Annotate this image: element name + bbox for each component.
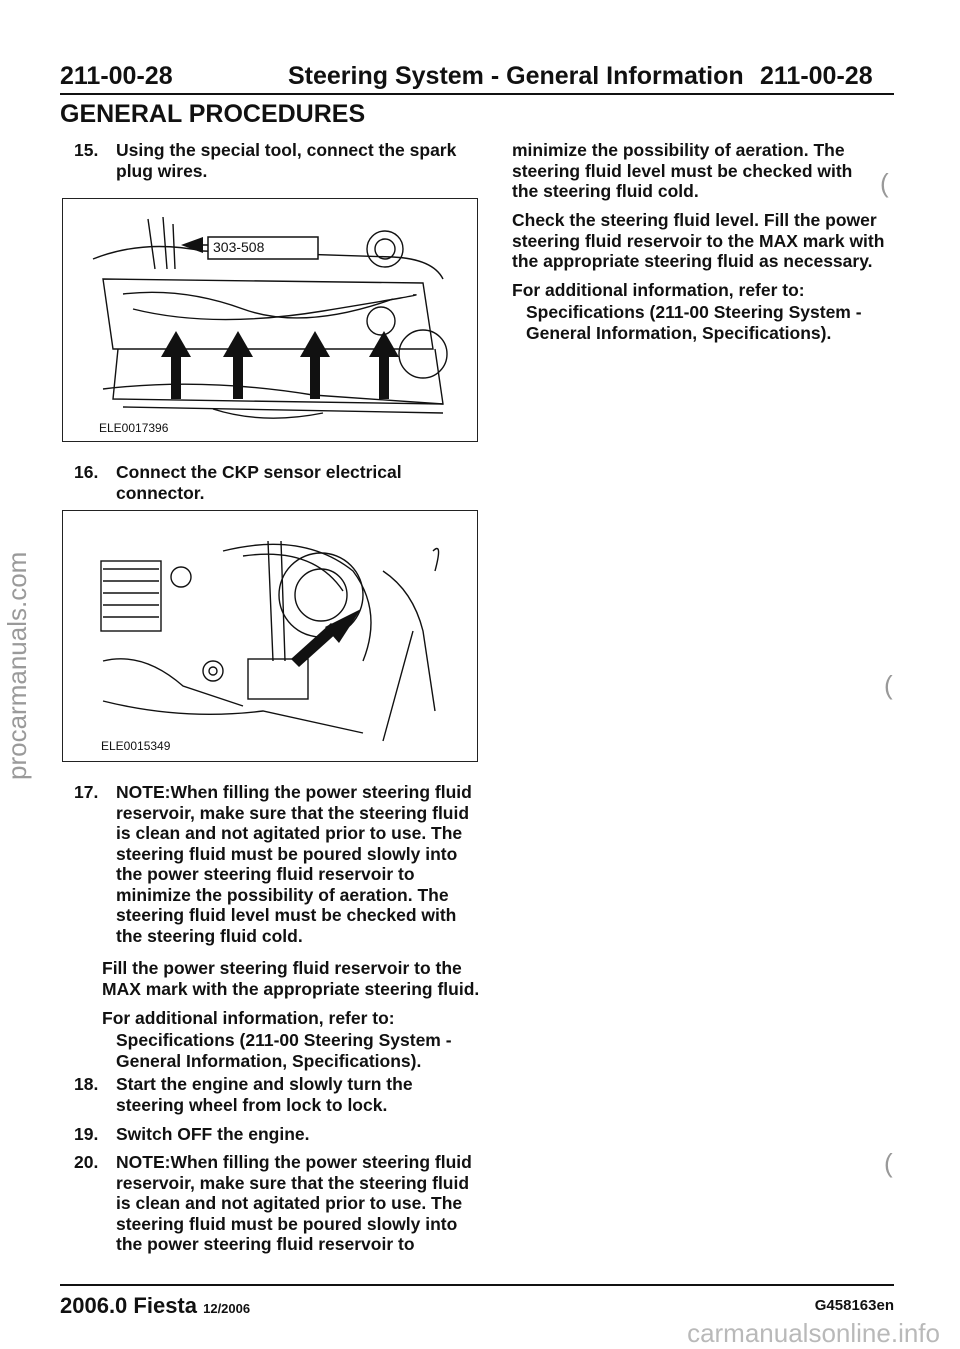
- continuation-line: steering fluid level must be checked with: [512, 160, 853, 181]
- step-number: 16.: [74, 462, 99, 482]
- continuation-line: the steering fluid cold.: [512, 181, 699, 201]
- step-text-line: connector.: [116, 482, 205, 503]
- spec-line[interactable]: General Information, Specifications).: [116, 1050, 422, 1071]
- step-text-line: NOTE:When filling the power steering fluid: [116, 782, 472, 802]
- spec-reference-link[interactable]: [116, 1030, 452, 1071]
- step-text-line: Connect the CKP sensor electrical: [116, 462, 402, 482]
- spec-line[interactable]: Specifications (211-00 Steering System -: [116, 1030, 452, 1050]
- margin-mark: (: [880, 168, 889, 198]
- step-text-line: the power steering fluid reservoir to: [116, 864, 415, 884]
- step-text-line: the steering fluid cold.: [116, 925, 303, 946]
- model-name: 2006.0 Fiesta: [60, 1293, 197, 1318]
- step-text-line: plug wires.: [116, 160, 208, 181]
- step-text-line: reservoir, make sure that the steering fluid: [116, 1172, 470, 1193]
- check-line: the appropriate steering fluid as necessary.: [512, 251, 873, 271]
- footer-rule: [60, 1284, 894, 1286]
- refer-text: For additional information, refer to:: [512, 280, 805, 300]
- step-text-line: steering fluid must be poured slowly into: [116, 843, 458, 864]
- figure-id: ELE0017396: [99, 421, 169, 435]
- step-number: 20.: [74, 1152, 99, 1172]
- spec-reference-link[interactable]: [526, 302, 862, 343]
- step-text-line: NOTE:When filling the power steering fluid: [116, 1152, 472, 1172]
- check-instruction: [512, 210, 884, 272]
- header-rule: [60, 93, 894, 95]
- section-title: GENERAL PROCEDURES: [60, 100, 366, 128]
- spec-line[interactable]: Specifications (211-00 Steering System -: [526, 302, 862, 322]
- step-text-line: steering fluid level must be checked with: [116, 905, 457, 925]
- continuation-line: minimize the possibility of aeration. The: [512, 140, 845, 160]
- fill-instruction: [102, 958, 479, 999]
- side-watermark: procarmanuals.com: [2, 551, 32, 780]
- right-continuation: [512, 140, 852, 202]
- step-text-line: Switch OFF the engine.: [116, 1124, 310, 1144]
- step-text-line: Start the engine and slowly turn the: [116, 1074, 413, 1094]
- fill-line: MAX mark with the appropriate steering fluid.: [102, 978, 480, 999]
- refer-text: For additional information, refer to:: [102, 1008, 395, 1028]
- check-line: steering fluid reservoir to the MAX mark with: [512, 230, 885, 251]
- step-number: 18.: [74, 1074, 99, 1094]
- footer-model: [60, 1293, 250, 1319]
- margin-mark: (: [884, 1148, 893, 1178]
- header-left-code: 211-00-28: [60, 62, 173, 90]
- fill-line: Fill the power steering fluid reservoir to the: [102, 958, 462, 978]
- step-text-line: steering fluid must be poured slowly into: [116, 1213, 458, 1234]
- footer-code: G458163en: [814, 1297, 894, 1314]
- step-number: 19.: [74, 1124, 99, 1144]
- figure-spark-plug-wires: [62, 198, 478, 442]
- step-text-line: reservoir, make sure that the steering fluid: [116, 802, 470, 823]
- margin-mark: (: [884, 670, 893, 700]
- step-text-line: minimize the possibility of aeration. The: [116, 884, 449, 905]
- step-number: 17.: [74, 782, 99, 802]
- spec-line[interactable]: General Information, Specifications).: [526, 322, 832, 343]
- bottom-watermark: carmanualsonline.info: [687, 1318, 940, 1348]
- tool-label: 303-508: [213, 239, 265, 255]
- ckp-sensor-illustration: [63, 511, 477, 761]
- step-text-line: the power steering fluid reservoir to: [116, 1234, 415, 1254]
- header-title: Steering System - General Information: [288, 62, 744, 90]
- figure-ckp-connector: [62, 510, 478, 762]
- step-text-line: steering wheel from lock to lock.: [116, 1094, 388, 1115]
- step-text-line: is clean and not agitated prior to use. The: [116, 1193, 463, 1213]
- model-date: 12/2006: [203, 1301, 251, 1316]
- check-line: Check the steering fluid level. Fill the power: [512, 210, 877, 230]
- step-text-line: Using the special tool, connect the spark: [116, 140, 457, 160]
- step-text-line: is clean and not agitated prior to use. The: [116, 823, 463, 843]
- step-number: 15.: [74, 140, 99, 160]
- figure-id: ELE0015349: [101, 739, 171, 753]
- engine-spark-plug-illustration: [63, 199, 477, 441]
- header-right-code: 211-00-28: [760, 62, 873, 90]
